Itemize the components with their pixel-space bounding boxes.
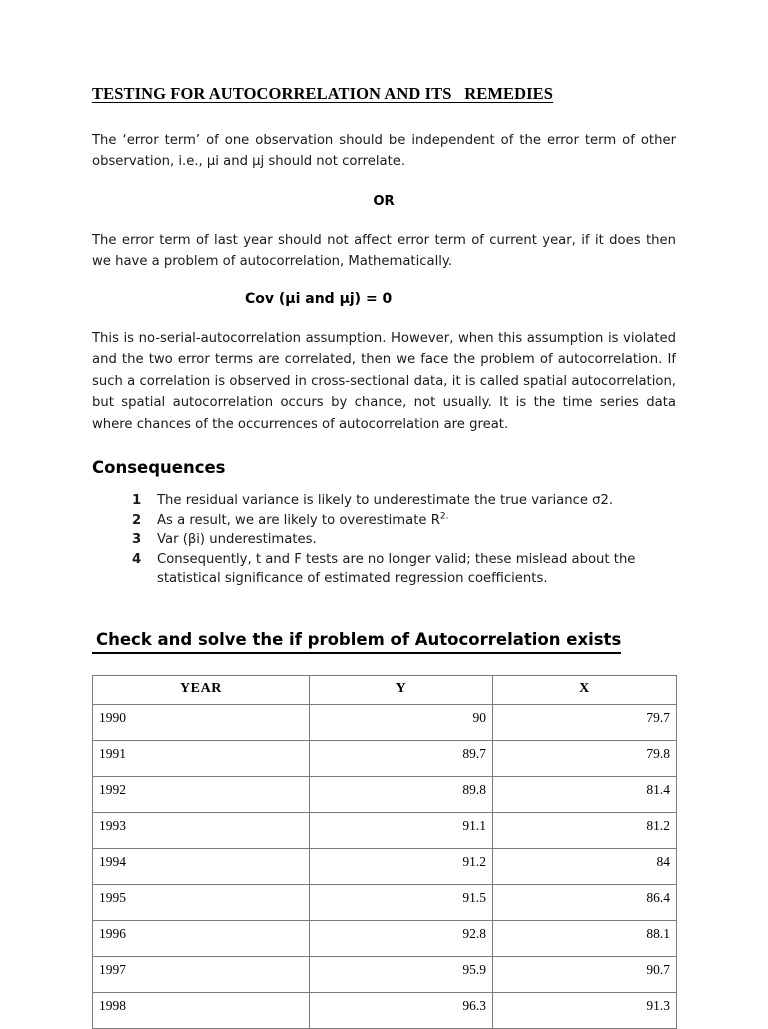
cell-year: 1996 <box>93 920 310 956</box>
list-item <box>92 550 676 589</box>
cell-x: 90.7 <box>493 956 677 992</box>
list-item <box>92 511 676 531</box>
table-row <box>93 848 677 884</box>
table-row <box>93 956 677 992</box>
cell-x: 79.8 <box>493 740 677 776</box>
cell-x: 79.7 <box>493 704 677 740</box>
column-header-year: YEAR <box>93 675 310 704</box>
table-row <box>93 992 677 1028</box>
cell-y: 90 <box>310 704 493 740</box>
column-header-x: X <box>493 675 677 704</box>
cell-y: 96.3 <box>310 992 493 1028</box>
cell-year: 1998 <box>93 992 310 1028</box>
table-row <box>93 740 677 776</box>
list-item-text: Var (βi) underestimates. <box>157 532 317 548</box>
table-row <box>93 704 677 740</box>
cell-x: 86.4 <box>493 884 677 920</box>
list-item-superscript: 2. <box>439 511 449 522</box>
cell-x: 84 <box>493 848 677 884</box>
cell-y: 92.8 <box>310 920 493 956</box>
list-item-text: As a result, we are likely to overestimate R <box>157 512 440 528</box>
cell-x: 91.3 <box>493 992 677 1028</box>
consequences-list <box>92 491 676 589</box>
cell-year: 1994 <box>93 848 310 884</box>
page-title: TESTING FOR AUTOCORRELATION AND ITS REMEDIES <box>92 84 554 103</box>
table-row <box>93 776 677 812</box>
cell-year: 1997 <box>93 956 310 992</box>
autocorrelation-data-table <box>92 675 677 1029</box>
table-row <box>93 812 677 848</box>
cell-year: 1992 <box>93 776 310 812</box>
table-body <box>93 704 677 1028</box>
paragraph-error-term-independence: The ‘error term’ of one observation should be independent of the error term of other observation, i.e., μi and μj should not correlate. <box>92 132 676 170</box>
cell-y: 89.8 <box>310 776 493 812</box>
document-content <box>92 84 676 1029</box>
list-item-text: Consequently, t and F tests are no longer valid; these mislead about the statistical significance of estimated regression coefficients. <box>157 551 636 587</box>
column-header-y: Y <box>310 675 493 704</box>
list-item-number: 3 <box>132 532 142 548</box>
table-row <box>93 920 677 956</box>
table-section-heading: Check and solve the if problem of Autocorrelation exists <box>92 629 621 654</box>
list-item-number: 1 <box>132 493 142 509</box>
list-item-number: 4 <box>132 551 142 567</box>
cell-y: 91.2 <box>310 848 493 884</box>
table-header <box>93 675 677 704</box>
table-header-row <box>93 675 677 704</box>
cell-y: 95.9 <box>310 956 493 992</box>
cell-y: 89.7 <box>310 740 493 776</box>
cell-year: 1990 <box>93 704 310 740</box>
cell-year: 1995 <box>93 884 310 920</box>
cell-year: 1991 <box>93 740 310 776</box>
or-divider: OR <box>373 193 395 209</box>
covariance-formula: Cov (μi and μj) = 0 <box>245 290 393 307</box>
consequences-heading: Consequences <box>92 458 226 478</box>
list-item-text: The residual variance is likely to underestimate the true variance σ2. <box>157 493 614 509</box>
cell-year: 1993 <box>93 812 310 848</box>
paragraph-no-serial-autocorrelation: This is no-serial-autocorrelation assumption. However, when this assumption is violated and the two error terms are correlated, then we face the problem of autocorrelation. If such a correlation is observed in cross-sectional data, it is called spatial autocorrelation, but spatial autocorrelation occurs by chance, not usually. It is the time series data where chances of the occurrences of autocorrelation are great. <box>92 330 676 432</box>
paragraph-last-year-error-term: The error term of last year should not affect error term of current year, if it does then we have a problem of autocorrelation, Mathematically. <box>92 232 676 270</box>
list-item-number: 2 <box>132 512 142 528</box>
cell-x: 88.1 <box>493 920 677 956</box>
list-item <box>92 491 676 511</box>
cell-y: 91.5 <box>310 884 493 920</box>
cell-x: 81.4 <box>493 776 677 812</box>
cell-y: 91.1 <box>310 812 493 848</box>
list-item <box>92 530 676 550</box>
table-row <box>93 884 677 920</box>
cell-x: 81.2 <box>493 812 677 848</box>
table-heading-wrapper <box>92 629 676 670</box>
